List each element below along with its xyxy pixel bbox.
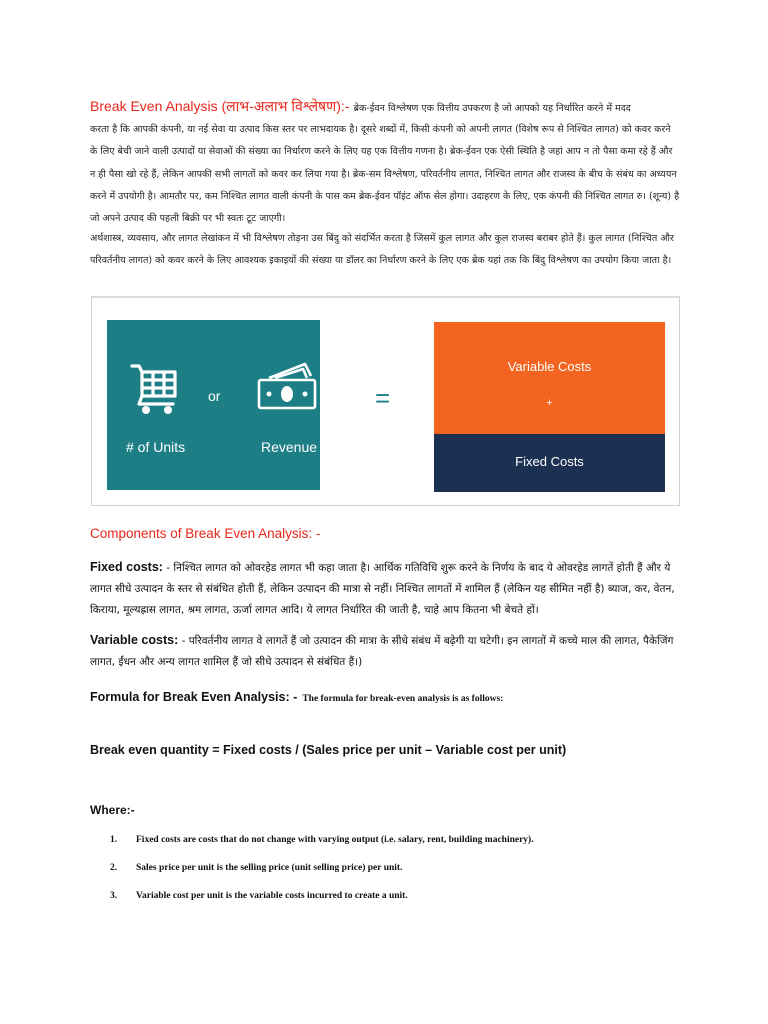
units-label: # of Units bbox=[126, 439, 186, 455]
variable-costs-box bbox=[434, 322, 665, 434]
fixed-costs-term: Fixed costs: bbox=[90, 560, 163, 574]
list-item-text: Sales price per unit is the selling price (unit selling price) per unit. bbox=[136, 863, 403, 873]
formula-heading-text: The formula for break-even analysis is as follows: bbox=[302, 694, 504, 704]
intro-paragraph: करता है कि आपकी कंपनी, या नई सेवा या उत्पाद किस स्तर पर लाभदायक है। दूसरे शब्दों में, किसी कंपनी को अपनी लागत (विशेष रूप से निश्चित लागत) को कवर करने के लिए बेची जाने वाली उत्पादों या सेवाओं की संख्या का निर्धारण करने के लिए यह एक वित्तीय गणना है। ब्रेक-ईवन एक ऐसी स्थिति है जहां आप न तो पैसा कमा रहे हैं और न ही पैसा खो रहे हैं, लेकिन आपकी सभी लागतों को कवर कर लिया गया है। ब्रेक-सम विश्लेषण, परिवर्तनीय लागत, निश्चित लागत और राजस्व के बीच के संबंध का अध्ययन करने में उपयोगी है। आमतौर पर, कम निश्चित लागत वाली कंपनी के पास कम ब्रेक-ईवन पॉइंट ऑफ सेल होगा। उदाहरण के लिए, एक कंपनी की निश्चित लागत रु। (शून्य) है जो अपने उत्पाद की पहली बिक्री पर भी स्वतः टूट जाएगी। bbox=[90, 124, 680, 225]
plus-sign: + bbox=[546, 397, 553, 409]
page-title: Break Even Analysis (लाभ-अलाभ विश्लेषण):- bbox=[90, 98, 350, 114]
shopping-cart-icon bbox=[129, 362, 183, 418]
list-item bbox=[110, 891, 690, 901]
list-item-number: 3. bbox=[110, 891, 118, 901]
list-item-number: 1. bbox=[110, 835, 118, 845]
units-revenue-box bbox=[107, 320, 320, 490]
list-item-text: Variable cost per unit is the variable costs incurred to create a unit. bbox=[136, 891, 408, 901]
formula-heading bbox=[90, 686, 690, 705]
break-even-diagram bbox=[91, 296, 680, 506]
fixed-costs-label: Fixed Costs bbox=[515, 454, 584, 469]
revenue-label: Revenue bbox=[261, 439, 318, 455]
or-label: or bbox=[208, 388, 221, 404]
list-item-number: 2. bbox=[110, 863, 118, 873]
where-label: Where:- bbox=[90, 803, 135, 817]
fixed-costs-box bbox=[434, 434, 665, 492]
fixed-costs-section bbox=[90, 557, 680, 621]
list-item bbox=[110, 835, 690, 845]
variable-costs-term: Variable costs: bbox=[90, 633, 179, 647]
intro-text: ब्रेक-ईवन विश्लेषण एक वित्तीय उपकरण है जो आपको यह निर्धारित करने में मदद bbox=[353, 103, 631, 114]
formula: Break even quantity = Fixed costs / (Sales price per unit – Variable cost per unit) bbox=[90, 743, 567, 757]
variable-costs-description: - परिवर्तनीय लागत वे लागतें हैं जो उत्पादन की मात्रा के सीधे संबंध में बढ़ेगी या घटेगी। इन लागतों में कच्चे माल की लागत, पैकेजिंग लागत, ईंधन और अन्य लागत शामिल हैं जो सीधे उत्पादन से संबंधित हैं।) bbox=[90, 635, 674, 668]
money-bill-icon bbox=[255, 362, 319, 412]
variable-costs-section bbox=[90, 630, 680, 673]
definition-paragraph: अर्थशास्त्र, व्यवसाय, और लागत लेखांकन में भी विश्लेषण तोड़ना उस बिंदु को संदर्भित करता है जिसमें कुल लागत और कुल राजस्व बराबर होते हैं। कुल लागत (निश्चित और परिवर्तनीय लागत) को कवर करने के लिए आवश्यक इकाइयों की संख्या या डॉलर का निर्धारण करने के लिए एक ब्रेक यहां तक कि बिंदु विश्लेषण का उपयोग किया जाता है। bbox=[90, 233, 674, 266]
fixed-costs-description: - निश्चित लागत को ओवरहेड लागत भी कहा जाता है। आर्थिक गतिविधि शुरू करने के निर्णय के बाद ये ओवरहेड लागतें होती हैं और ये लागत सीधे उत्पादन के स्तर से संबंधित होती हैं, लेकिन उत्पादन की मात्रा से नहीं। निश्चित लागतों में शामिल हैं (लेकिन यह सीमित नहीं है) ब्याज, कर, वेतन, किराया, मूल्यह्रास लागत, श्रम लागत, ऊर्जा लागत आदि। ये लागत निर्धारित की जाती है, चाहे आप कितना भी बेचते हों। bbox=[90, 562, 675, 616]
variable-costs-label: Variable Costs bbox=[507, 359, 592, 374]
equals-sign: = bbox=[375, 383, 391, 413]
components-heading: Components of Break Even Analysis: - bbox=[90, 526, 321, 541]
list-item bbox=[110, 863, 690, 873]
list-item-text: Fixed costs are costs that do not change with varying output (i.e. salary, rent, building machinery). bbox=[136, 835, 534, 845]
formula-heading-label: Formula for Break Even Analysis: - bbox=[90, 690, 298, 704]
title-line bbox=[90, 96, 680, 119]
